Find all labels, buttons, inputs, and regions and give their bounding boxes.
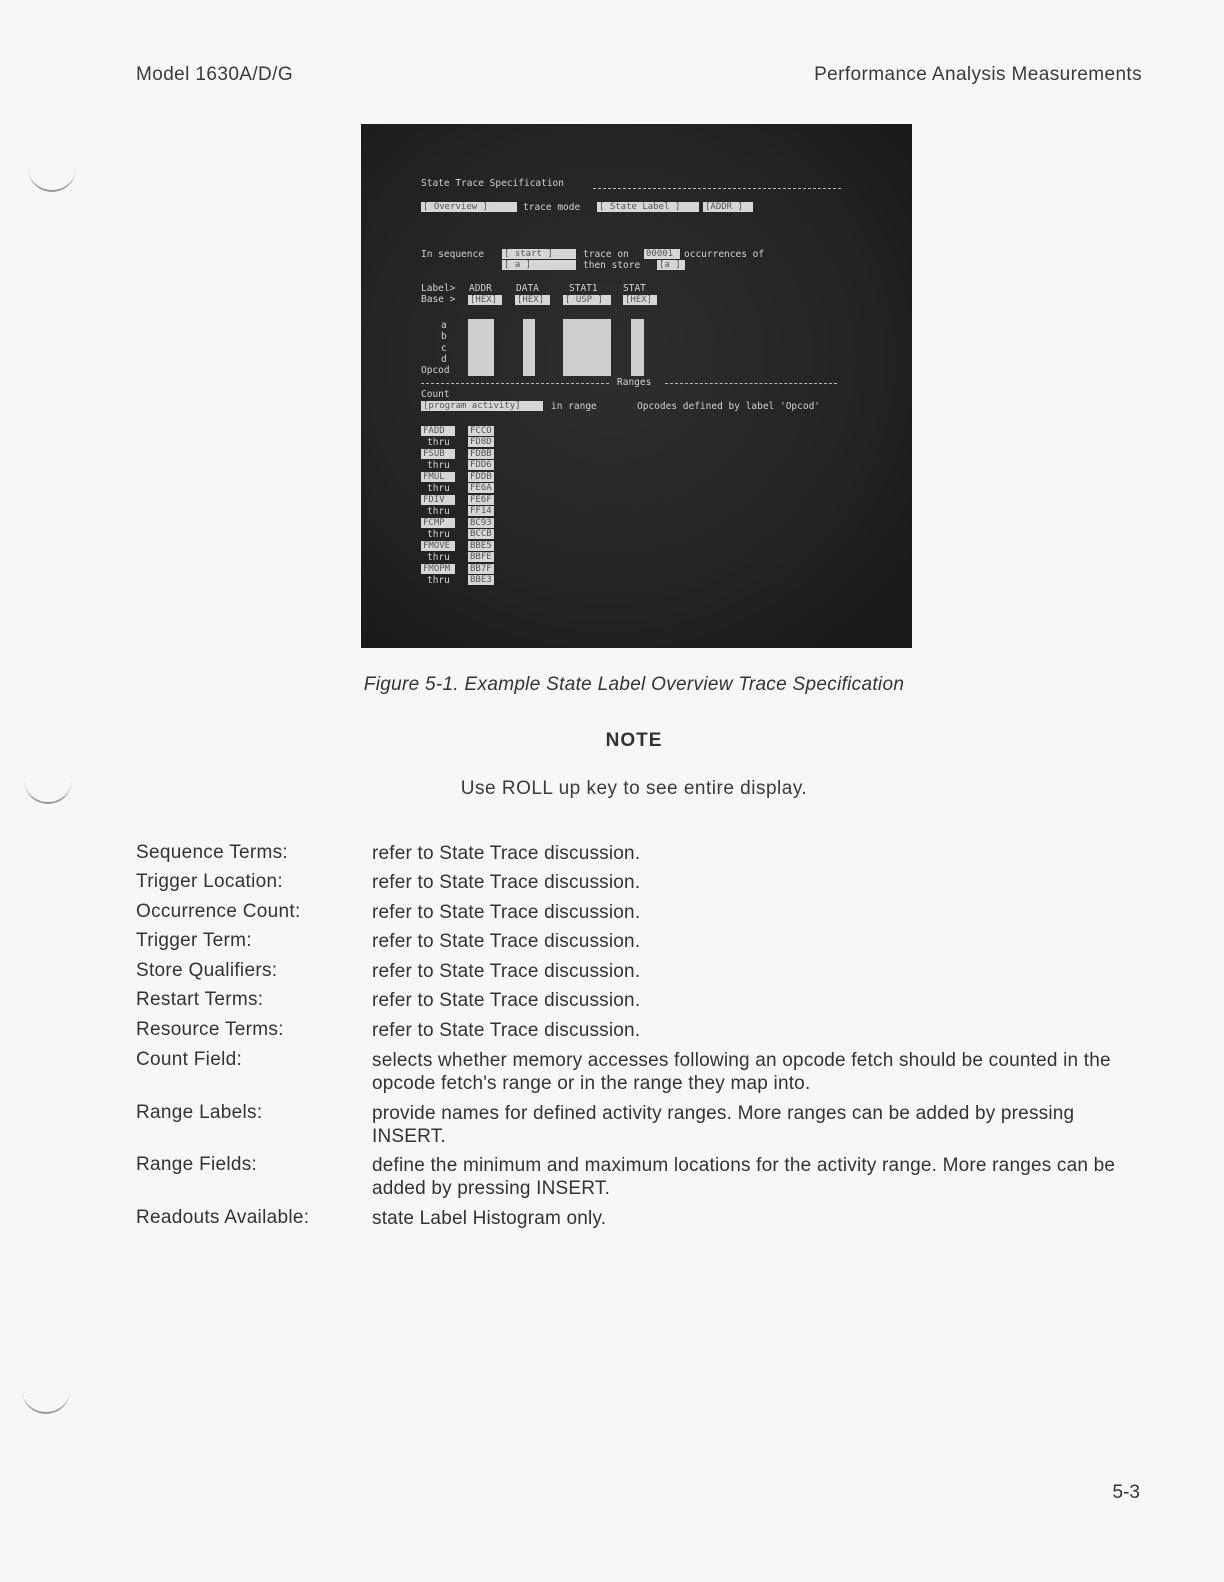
range-from-field: FE6F	[468, 495, 494, 505]
range-name-field: FMUL	[421, 472, 455, 482]
range-from-field: BBE5	[468, 541, 494, 551]
page-number: 5-3	[1112, 1482, 1140, 1503]
term-a-label: a	[441, 320, 447, 331]
occurrences-label: occurrences of	[684, 249, 765, 260]
definition-desc: refer to State Trace discussion.	[372, 990, 641, 1011]
term-b-label: b	[441, 331, 447, 342]
screen-photo	[361, 124, 912, 648]
definition-term: Readouts Available:	[136, 1207, 310, 1228]
definition-term: Trigger Location:	[136, 871, 283, 892]
range-from-field: BC93	[468, 518, 494, 528]
range-to-field: BCCB	[468, 529, 494, 539]
start-field: [ start ]	[502, 249, 576, 259]
definition-term: Resource Terms:	[136, 1019, 284, 1040]
trace-on-label: trace on	[583, 249, 629, 260]
definition-desc: selects whether memory accesses following an opcode fetch should be counted in the opcode fetch's range or in the range they map into.	[372, 1050, 1111, 1094]
term-opcod-label: Opcod	[421, 365, 450, 376]
store-field: [a ]	[657, 260, 685, 270]
definition-desc: define the minimum and maximum locations for the activity range. More ranges can be added by pressing INSERT.	[372, 1155, 1116, 1199]
definition-desc: provide names for defined activity ranges. More ranges can be added by pressing INSERT.	[372, 1103, 1075, 1147]
range-name-field: FCMP	[421, 518, 455, 528]
range-from-field: BB7F	[468, 564, 494, 574]
definition-desc: refer to State Trace discussion.	[372, 961, 641, 982]
definition-desc: refer to State Trace discussion.	[372, 902, 641, 923]
definition-term: Count Field:	[136, 1049, 243, 1070]
addr-term-fields	[468, 319, 494, 376]
trace-mode-label: trace mode	[523, 202, 581, 213]
count-label: Count	[421, 389, 450, 400]
thru-label: thru	[427, 552, 450, 563]
header-model: Model 1630A/D/G	[136, 64, 294, 85]
trace-mode-field: [ State Label ]	[597, 202, 699, 212]
thru-label: thru	[427, 460, 450, 471]
base-stat1-field: [ USP ]	[563, 295, 611, 305]
range-to-field: FE6A	[468, 483, 494, 493]
definition-term: Store Qualifiers:	[136, 960, 278, 981]
definition-term: Range Fields:	[136, 1154, 258, 1175]
addr-field: [ADDR ]	[703, 202, 753, 212]
range-to-field: BBFE	[468, 552, 494, 562]
definition-desc: refer to State Trace discussion.	[372, 843, 641, 864]
definition-term: Range Labels:	[136, 1102, 263, 1123]
range-to-field: FD8D	[468, 437, 494, 447]
in-sequence-label: In sequence	[421, 249, 484, 260]
definition-term: Trigger Term:	[136, 930, 252, 951]
thru-label: thru	[427, 529, 450, 540]
range-name-field: FMOVE	[421, 541, 455, 551]
range-to-field: FF14	[468, 506, 494, 516]
title-rule	[593, 188, 841, 189]
label-data: DATA	[516, 283, 539, 294]
binder-hole-mark	[28, 168, 76, 192]
opcodes-note: Opcodes defined by label 'Opcod'	[637, 401, 821, 412]
screen-title: State Trace Specification	[421, 178, 564, 189]
stat1-term-fields	[563, 319, 611, 376]
then-store-label: then store	[583, 260, 641, 271]
term-c-label: c	[441, 343, 447, 354]
definition-desc: state Label Histogram only.	[372, 1208, 607, 1229]
definition-desc: refer to State Trace discussion.	[372, 872, 641, 893]
count-field: [program activity]	[421, 401, 543, 411]
range-from-field: FDBB	[468, 449, 494, 459]
data-term-fields	[523, 319, 535, 376]
base-stat-field: [HEX]	[623, 295, 657, 305]
range-name-field: FSUB	[421, 449, 455, 459]
range-name-field: FDIV	[421, 495, 455, 505]
in-range-label: in range	[551, 401, 597, 412]
crt-display	[361, 124, 912, 648]
definition-term: Sequence Terms:	[136, 842, 289, 863]
range-to-field: BBE3	[468, 575, 494, 585]
base-row-label: Base >	[421, 294, 456, 305]
range-name-field: FMOPM	[421, 564, 455, 574]
label-stat: STAT	[623, 283, 646, 294]
range-name-field: FADD	[421, 426, 455, 436]
thru-label: thru	[427, 437, 450, 448]
header-section: Performance Analysis Measurements	[814, 64, 1142, 85]
occurrence-field: 00001	[644, 249, 680, 259]
base-addr-field: [HEX]	[468, 295, 502, 305]
mode-field: [ Overview ]	[421, 202, 517, 212]
a-field: [ a ]	[502, 260, 576, 270]
ranges-rule-right	[665, 383, 837, 384]
note-title: NOTE	[605, 730, 663, 751]
range-from-field: FCCO	[468, 426, 494, 436]
range-to-field: FDD6	[468, 460, 494, 470]
range-from-field: FDDB	[468, 472, 494, 482]
stat-term-fields	[631, 319, 644, 376]
thru-label: thru	[427, 483, 450, 494]
definition-term: Occurrence Count:	[136, 901, 301, 922]
definition-term: Restart Terms:	[136, 989, 264, 1010]
label-row-label: Label>	[421, 283, 456, 294]
figure-caption: Figure 5-1. Example State Label Overview Trace Specification	[363, 674, 905, 695]
base-data-field: [HEX]	[515, 295, 550, 305]
binder-hole-mark	[22, 1390, 70, 1414]
ranges-rule-left	[421, 383, 609, 384]
label-stat1: STAT1	[569, 283, 598, 294]
definition-desc: refer to State Trace discussion.	[372, 931, 641, 952]
thru-label: thru	[427, 506, 450, 517]
term-d-label: d	[441, 354, 447, 365]
ranges-label: Ranges	[617, 377, 652, 388]
definition-desc: refer to State Trace discussion.	[372, 1020, 641, 1041]
thru-label: thru	[427, 575, 450, 586]
note-text: Use ROLL up key to see entire display.	[460, 778, 808, 799]
label-addr: ADDR	[469, 283, 492, 294]
